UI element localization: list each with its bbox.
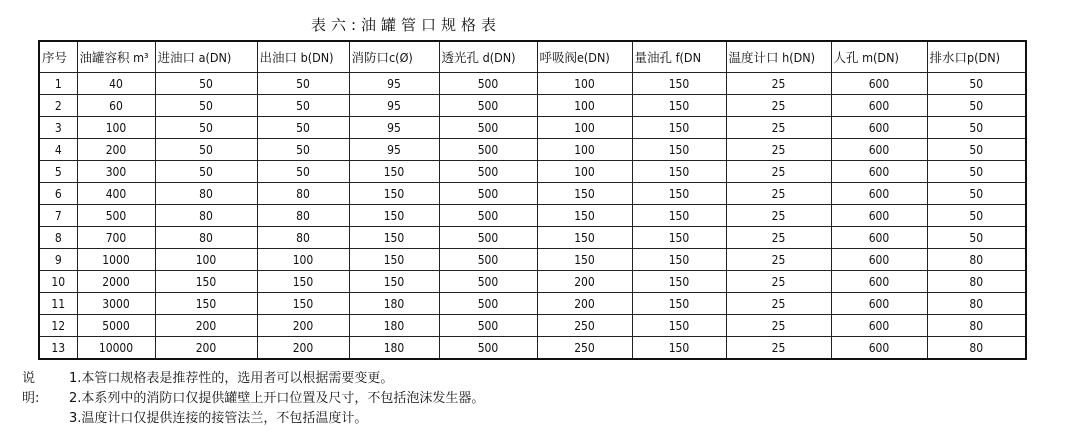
table-cell: 150: [349, 249, 439, 271]
table-cell: 400: [77, 183, 155, 205]
table-cell: 3000: [77, 293, 155, 315]
table-cell: 200: [155, 337, 257, 360]
table-cell: 500: [439, 95, 537, 117]
note-item-1: 1.本管口规格表是推荐性的，选用者可以根据需要变更。: [69, 371, 394, 386]
table-cell: 50: [155, 161, 257, 183]
table-cell: 150: [349, 205, 439, 227]
column-header: 人孔 m(DN): [831, 41, 927, 73]
table-row: [39, 117, 1026, 139]
table-cell: 25: [726, 249, 831, 271]
table-cell: 600: [831, 183, 927, 205]
table-cell: 500: [439, 183, 537, 205]
table-row: [39, 227, 1026, 249]
column-header: 呼吸阀e(DN): [537, 41, 632, 73]
table-cell: 500: [439, 337, 537, 360]
table-cell: 11: [39, 293, 77, 315]
table-cell: 180: [349, 315, 439, 337]
table-row: [39, 139, 1026, 161]
table-cell: 600: [831, 117, 927, 139]
note-item-2: 2.本系列中的消防口仅提供罐壁上开口位置及尺寸，不包括泡沫发生器。: [69, 391, 485, 406]
table-cell: 8: [39, 227, 77, 249]
table-cell: 100: [537, 73, 632, 95]
table-row: [39, 337, 1026, 360]
table-cell: 150: [155, 271, 257, 293]
table-cell: 25: [726, 205, 831, 227]
column-header: 出油口 b(DN): [257, 41, 349, 73]
table-row: [39, 249, 1026, 271]
table-cell: 10000: [77, 337, 155, 360]
table-cell: 600: [831, 139, 927, 161]
table-cell: 80: [927, 271, 1026, 293]
table-cell: 500: [439, 117, 537, 139]
table-row: [39, 293, 1026, 315]
table-cell: 600: [831, 205, 927, 227]
table-cell: 600: [831, 95, 927, 117]
table-cell: 500: [439, 227, 537, 249]
table-cell: 5000: [77, 315, 155, 337]
table-row: [39, 183, 1026, 205]
table-cell: 50: [927, 227, 1026, 249]
column-header: 排水口p(DN): [927, 41, 1026, 73]
table-cell: 500: [439, 249, 537, 271]
table-cell: 500: [77, 205, 155, 227]
table-cell: 95: [349, 95, 439, 117]
table-cell: 25: [726, 337, 831, 360]
table-cell: 25: [726, 183, 831, 205]
table-cell: 95: [349, 139, 439, 161]
table-cell: 200: [257, 315, 349, 337]
table-cell: 150: [632, 293, 726, 315]
table-cell: 500: [439, 271, 537, 293]
table-cell: 95: [349, 73, 439, 95]
table-cell: 80: [155, 205, 257, 227]
table-row: [39, 315, 1026, 337]
table-cell: 150: [155, 293, 257, 315]
table-cell: 5: [39, 161, 77, 183]
table-cell: 13: [39, 337, 77, 360]
table-cell: 80: [927, 315, 1026, 337]
column-header: 透光孔 d(DN): [439, 41, 537, 73]
table-cell: 500: [439, 205, 537, 227]
table-row: [39, 161, 1026, 183]
table-row: [39, 271, 1026, 293]
table-cell: 60: [77, 95, 155, 117]
table-cell: 80: [155, 183, 257, 205]
table-cell: 150: [349, 161, 439, 183]
table-cell: 50: [257, 161, 349, 183]
table-cell: 2000: [77, 271, 155, 293]
table-cell: 180: [349, 293, 439, 315]
table-cell: 150: [349, 227, 439, 249]
table-cell: 150: [537, 205, 632, 227]
table-cell: 150: [537, 183, 632, 205]
table-cell: 600: [831, 315, 927, 337]
table-cell: 200: [537, 271, 632, 293]
table-cell: 100: [537, 95, 632, 117]
table-cell: 100: [155, 249, 257, 271]
table-cell: 1000: [77, 249, 155, 271]
table-cell: 25: [726, 117, 831, 139]
table-cell: 50: [927, 183, 1026, 205]
table-cell: 250: [537, 315, 632, 337]
table-cell: 50: [257, 95, 349, 117]
table-cell: 600: [831, 249, 927, 271]
table-cell: 200: [257, 337, 349, 360]
table-cell: 25: [726, 95, 831, 117]
table-cell: 180: [349, 337, 439, 360]
table-cell: 150: [632, 183, 726, 205]
table-cell: 150: [257, 271, 349, 293]
table-cell: 150: [632, 205, 726, 227]
note-item-3: 3.温度计口仅提供连接的接管法兰，不包括温度计。: [69, 411, 368, 426]
table-cell: 100: [77, 117, 155, 139]
table-cell: 10: [39, 271, 77, 293]
table-row: [39, 205, 1026, 227]
table-cell: 250: [537, 337, 632, 360]
table-cell: 100: [537, 161, 632, 183]
table-cell: 25: [726, 161, 831, 183]
table-cell: 6: [39, 183, 77, 205]
table-cell: 500: [439, 73, 537, 95]
table-cell: 200: [77, 139, 155, 161]
table-header-row: [39, 41, 1026, 73]
table-cell: 80: [927, 293, 1026, 315]
column-header: 温度计口 h(DN): [726, 41, 831, 73]
table-cell: 600: [831, 293, 927, 315]
table-cell: 50: [155, 117, 257, 139]
table-cell: 7: [39, 205, 77, 227]
table-cell: 50: [257, 139, 349, 161]
table-cell: 50: [927, 73, 1026, 95]
table-cell: 25: [726, 315, 831, 337]
table-cell: 50: [927, 139, 1026, 161]
table-cell: 500: [439, 161, 537, 183]
table-row: [39, 73, 1026, 95]
table-row: [39, 95, 1026, 117]
table-cell: 150: [632, 271, 726, 293]
table-cell: 80: [257, 227, 349, 249]
table-cell: 600: [831, 73, 927, 95]
table-cell: 150: [537, 227, 632, 249]
table-cell: 50: [155, 73, 257, 95]
nozzle-spec-table: [38, 40, 1027, 360]
column-header: 序号: [39, 41, 77, 73]
table-cell: 150: [349, 183, 439, 205]
table-cell: 150: [632, 95, 726, 117]
table-cell: 12: [39, 315, 77, 337]
column-header: 量油孔 f(DN: [632, 41, 726, 73]
table-cell: 80: [927, 249, 1026, 271]
column-header: 消防口c(Ø): [349, 41, 439, 73]
table-cell: 50: [927, 161, 1026, 183]
table-cell: 600: [831, 271, 927, 293]
table-cell: 500: [439, 315, 537, 337]
table-cell: 150: [349, 271, 439, 293]
table-cell: 150: [632, 315, 726, 337]
table-cell: 50: [257, 117, 349, 139]
table-cell: 2: [39, 95, 77, 117]
table-cell: 150: [632, 139, 726, 161]
table-cell: 500: [439, 293, 537, 315]
table-cell: 600: [831, 227, 927, 249]
table-cell: 50: [155, 95, 257, 117]
table-cell: 1: [39, 73, 77, 95]
table-cell: 80: [155, 227, 257, 249]
table-cell: 25: [726, 271, 831, 293]
column-header: 油罐容积 m³: [77, 41, 155, 73]
table-cell: 25: [726, 73, 831, 95]
table-cell: 95: [349, 117, 439, 139]
table-cell: 150: [632, 337, 726, 360]
table-cell: 80: [257, 205, 349, 227]
table-cell: 150: [257, 293, 349, 315]
page-title: 表六:油罐管口规格表: [310, 16, 502, 34]
table-cell: 50: [927, 95, 1026, 117]
table-cell: 25: [726, 293, 831, 315]
column-header: 进油口 a(DN): [155, 41, 257, 73]
table-cell: 100: [537, 117, 632, 139]
table-cell: 700: [77, 227, 155, 249]
table-cell: 150: [537, 249, 632, 271]
table-cell: 200: [155, 315, 257, 337]
table-cell: 25: [726, 139, 831, 161]
table-cell: 500: [439, 139, 537, 161]
table-cell: 40: [77, 73, 155, 95]
table-cell: 4: [39, 139, 77, 161]
table-cell: 300: [77, 161, 155, 183]
table-cell: 50: [257, 73, 349, 95]
table-cell: 150: [632, 227, 726, 249]
table-cell: 150: [632, 249, 726, 271]
table-cell: 50: [927, 205, 1026, 227]
table-cell: 3: [39, 117, 77, 139]
table-cell: 150: [632, 161, 726, 183]
table-cell: 200: [537, 293, 632, 315]
table-cell: 50: [927, 117, 1026, 139]
table-cell: 600: [831, 337, 927, 360]
table-cell: 80: [257, 183, 349, 205]
table-cell: 9: [39, 249, 77, 271]
table-cell: 25: [726, 227, 831, 249]
table-cell: 150: [632, 117, 726, 139]
table-cell: 50: [155, 139, 257, 161]
table-cell: 80: [927, 337, 1026, 360]
table-cell: 600: [831, 161, 927, 183]
table-cell: 150: [632, 73, 726, 95]
table-cell: 100: [537, 139, 632, 161]
notes-label: 说明:: [22, 371, 40, 406]
table-cell: 100: [257, 249, 349, 271]
